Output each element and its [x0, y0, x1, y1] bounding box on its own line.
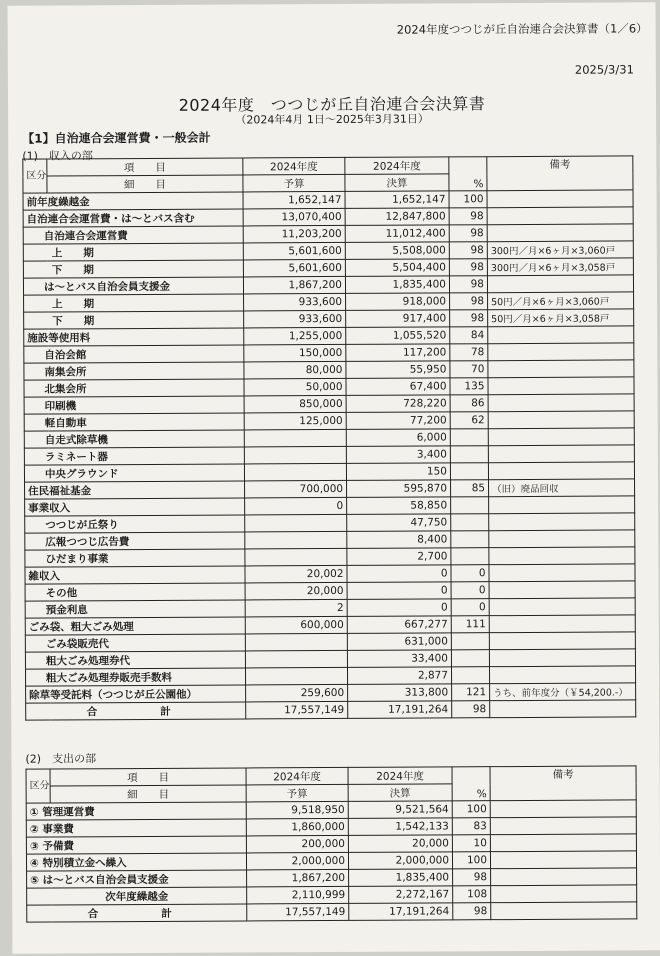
budget-value: 9,518,950 [246, 801, 348, 819]
row-label: 自治会館 [24, 345, 244, 363]
pct-value: 85 [451, 480, 489, 497]
actual-year-header: 2024年度 [345, 157, 449, 175]
actual-value: 0 [347, 599, 451, 617]
pct-value: 10 [452, 835, 490, 852]
row-label: 雑収入 [25, 566, 245, 584]
actual-value: 6,000 [346, 429, 450, 447]
note-value [490, 800, 636, 818]
budget-value: 5,601,600 [243, 259, 345, 277]
row-label: ごみ袋、粗大ごみ処理 [25, 617, 245, 635]
total-pct: 98 [452, 701, 490, 718]
pct-value: 98 [449, 225, 487, 242]
actual-value: 2,272,167 [349, 886, 453, 904]
pct-value: 98 [449, 259, 487, 276]
note-value [488, 428, 634, 446]
note-value [488, 377, 634, 395]
budget-value: 933,600 [244, 293, 346, 311]
note-value [489, 564, 635, 582]
pct-value: 98 [450, 293, 488, 310]
pct-value: 84 [450, 327, 488, 344]
actual-value: 47,750 [347, 514, 451, 532]
actual-value: 918,000 [346, 293, 450, 311]
note-value [491, 885, 637, 903]
pct-header: % [452, 767, 490, 801]
budget-value [245, 548, 347, 566]
actual-header: 決算 [345, 174, 449, 192]
actual-value: 117,200 [346, 344, 450, 362]
pct-value [451, 497, 489, 514]
actual-value: 12,847,800 [345, 208, 449, 226]
actual-value: 8,400 [347, 531, 451, 549]
row-label: 施設等使用料 [24, 328, 244, 346]
row-label: 粗大ごみ処理券販売手数料 [25, 668, 245, 686]
actual-value: 20,000 [348, 835, 452, 853]
pct-value [451, 548, 489, 565]
note-value [488, 445, 634, 463]
notes-header: 備考 [490, 766, 636, 801]
budget-value [244, 429, 346, 447]
note-value [488, 326, 634, 344]
pct-value: 100 [452, 852, 490, 869]
note-value [487, 190, 633, 208]
actual-value: 1,835,400 [349, 869, 453, 887]
budget-value [245, 667, 347, 685]
pct-value [451, 531, 489, 548]
note-value [489, 598, 635, 616]
note-value: （旧）廃品回収 [489, 479, 635, 497]
pct-value: 62 [450, 412, 488, 429]
row-label: 除草等受託料（つつじが丘公園他） [26, 685, 246, 703]
row-label: ① 管理運営費 [26, 802, 246, 820]
pct-value [451, 633, 489, 650]
running-header: 2024年度つつじが丘自治連合会決算書（1／6） [396, 21, 648, 37]
note-value [487, 207, 633, 225]
row-label: 預金利息 [25, 600, 245, 618]
row-label: ごみ袋販売代 [25, 634, 245, 652]
row-label: 印刷機 [24, 396, 244, 414]
budget-value: 700,000 [245, 480, 347, 498]
document-title: 2024年度 つつじが丘自治連合会決算書 [178, 94, 486, 115]
row-label: 前年度繰越金 [23, 192, 243, 210]
pct-value: 100 [452, 801, 490, 818]
note-value [487, 224, 633, 242]
expense-heading: (2) 支出の部 [25, 752, 97, 766]
total-note [490, 700, 636, 718]
pct-value [451, 514, 489, 531]
actual-value: 0 [347, 565, 451, 583]
actual-value: 2,700 [347, 548, 451, 566]
notes-header: 備考 [487, 156, 633, 191]
budget-header: 予算 [243, 174, 345, 192]
row-label: 広報つつじ広告費 [25, 532, 245, 550]
budget-value [245, 531, 347, 549]
actual-value: 150 [346, 463, 450, 481]
pct-value [451, 650, 489, 667]
actual-value: 2,877 [347, 667, 451, 685]
actual-value: 11,012,400 [345, 225, 449, 243]
total-actual: 17,191,264 [348, 701, 452, 719]
budget-value: 1,255,000 [244, 327, 346, 345]
document-date: 2025/3/31 [574, 62, 634, 77]
total-note [491, 902, 637, 920]
row-label: ラミネート器 [24, 447, 244, 465]
note-value [489, 496, 635, 514]
actual-value: 667,277 [347, 616, 451, 634]
budget-value [245, 633, 347, 651]
row-label: 軽自動車 [24, 413, 244, 431]
pct-header: % [449, 157, 487, 191]
actual-value: 1,835,400 [345, 276, 449, 294]
row-label: つつじが丘祭り [25, 515, 245, 533]
total-row [26, 700, 636, 720]
budget-value: 1,867,200 [243, 276, 345, 294]
actual-year-header: 2024年度 [348, 767, 452, 785]
row-label: 粗大ごみ処理券代 [25, 651, 245, 669]
row-label: ⑤ は～とバス自治会員支援金 [27, 870, 247, 888]
budget-value: 13,070,400 [243, 208, 345, 226]
pct-value: 98 [449, 242, 487, 259]
budget-value: 1,867,200 [247, 869, 349, 887]
pct-value [451, 667, 489, 684]
actual-value: 5,508,000 [345, 242, 449, 260]
budget-value: 2,000,000 [246, 852, 348, 870]
row-label: 自治連合会運営費 [23, 226, 243, 244]
pct-value: 98 [450, 310, 488, 327]
budget-value: 600,000 [245, 616, 347, 634]
row-label: 上 期 [23, 243, 243, 261]
row-label: その他 [25, 583, 245, 601]
actual-value: 3,400 [346, 446, 450, 464]
pct-value: 0 [451, 582, 489, 599]
row-label: 住民福祉基金 [25, 481, 245, 499]
fiscal-period: （2024年4月 1日～2025年3月31日） [235, 112, 429, 127]
note-value [489, 632, 635, 650]
row-label: ひだまり事業 [25, 549, 245, 567]
row-label: は～とバス自治会員支援金 [23, 277, 243, 295]
income-table [22, 155, 636, 720]
row-label: 北集会所 [24, 379, 244, 397]
budget-value [244, 446, 346, 464]
total-label: 合 計 [26, 702, 246, 720]
pct-value: 111 [451, 616, 489, 633]
row-label: 下 期 [23, 260, 243, 278]
row-label: ③ 予備費 [26, 836, 246, 854]
note-value [490, 851, 636, 869]
actual-value: 58,850 [347, 497, 451, 515]
kubun-header: 区分 [23, 159, 47, 193]
note-value [488, 360, 634, 378]
note-value: 300円／月×6ヶ月×3,058戸 [487, 258, 633, 276]
row-label: 自治連合会運営費・は～とバス含む [23, 209, 243, 227]
note-value [487, 275, 633, 293]
note-value [490, 817, 636, 835]
section-heading: 【1】自治連合会運営費・一般会計 [22, 130, 211, 146]
pct-value [450, 429, 488, 446]
budget-value [245, 650, 347, 668]
actual-value: 1,055,520 [346, 327, 450, 345]
actual-value: 55,950 [346, 361, 450, 379]
row-label: 次年度繰越金 [27, 887, 247, 905]
pct-value: 121 [452, 684, 490, 701]
budget-value: 1,652,147 [243, 191, 345, 209]
detail-header: 細 目 [47, 175, 243, 193]
budget-value: 259,600 [246, 684, 348, 702]
pct-value: 0 [451, 565, 489, 582]
budget-value: 20,000 [245, 582, 347, 600]
row-label: 南集会所 [24, 362, 244, 380]
total-label: 合 計 [27, 904, 247, 922]
expense-header-row-1 [26, 766, 636, 786]
total-row [27, 902, 637, 922]
note-value [489, 649, 635, 667]
total-budget: 17,557,149 [246, 701, 348, 719]
note-value [489, 581, 635, 599]
actual-value: 33,400 [347, 650, 451, 668]
budget-value: 150,000 [244, 344, 346, 362]
actual-value: 1,652,147 [345, 191, 449, 209]
item-header: 項 目 [50, 768, 246, 786]
note-value [489, 513, 635, 531]
budget-value: 50,000 [244, 378, 346, 396]
budget-value: 5,601,600 [243, 242, 345, 260]
budget-value: 125,000 [244, 412, 346, 430]
pct-value: 0 [451, 599, 489, 616]
pct-value: 78 [450, 344, 488, 361]
actual-value: 728,220 [346, 395, 450, 413]
row-label: 上 期 [24, 294, 244, 312]
note-value: うち、前年度分（￥54,200.-） [490, 683, 636, 701]
budget-value: 2,110,999 [247, 886, 349, 904]
note-value [488, 411, 634, 429]
actual-value: 1,542,133 [348, 818, 452, 836]
actual-value: 917,400 [346, 310, 450, 328]
document-page [8, 2, 660, 953]
item-header: 項 目 [47, 158, 243, 176]
budget-value: 11,203,200 [243, 225, 345, 243]
actual-value: 595,870 [347, 480, 451, 498]
budget-value: 20,002 [245, 565, 347, 583]
actual-value: 631,000 [347, 633, 451, 651]
actual-value: 67,400 [346, 378, 450, 396]
actual-header: 決算 [348, 784, 452, 802]
note-value [491, 868, 637, 886]
note-value [489, 547, 635, 565]
total-pct: 98 [453, 903, 491, 920]
note-value: 50円／月×6ヶ月×3,058戸 [488, 309, 634, 327]
income-header-row-1 [23, 156, 633, 176]
note-value [489, 530, 635, 548]
budget-value [245, 514, 347, 532]
budget-value [244, 463, 346, 481]
pct-value: 100 [449, 191, 487, 208]
budget-value: 2 [245, 599, 347, 617]
budget-value: 80,000 [244, 361, 346, 379]
actual-value: 2,000,000 [348, 852, 452, 870]
pct-value: 98 [449, 208, 487, 225]
pct-value [450, 463, 488, 480]
budget-value: 0 [245, 497, 347, 515]
note-value [488, 394, 634, 412]
row-label: 事業収入 [25, 498, 245, 516]
row-label: ② 事業費 [26, 819, 246, 837]
budget-value: 200,000 [246, 835, 348, 853]
actual-value: 313,800 [348, 684, 452, 702]
pct-value: 108 [453, 886, 491, 903]
pct-value [450, 446, 488, 463]
budget-value: 850,000 [244, 395, 346, 413]
kubun-header: 区分 [26, 769, 50, 803]
expense-table [26, 765, 638, 922]
pct-value: 70 [450, 361, 488, 378]
note-value: 300円／月×6ヶ月×3,060戸 [487, 241, 633, 259]
row-label: 自走式除草機 [24, 430, 244, 448]
actual-value: 9,521,564 [348, 801, 452, 819]
pct-value: 83 [452, 818, 490, 835]
income-heading: (1) 収入の部 [22, 149, 93, 163]
pct-value: 135 [450, 378, 488, 395]
total-actual: 17,191,264 [349, 903, 453, 921]
budget-year-header: 2024年度 [246, 767, 348, 785]
pct-value: 98 [449, 276, 487, 293]
pct-value: 86 [450, 395, 488, 412]
budget-header: 予算 [246, 784, 348, 802]
actual-value: 5,504,400 [345, 259, 449, 277]
note-value [489, 615, 635, 633]
note-value [488, 462, 634, 480]
pct-value: 98 [453, 869, 491, 886]
actual-value: 0 [347, 582, 451, 600]
total-budget: 17,557,149 [247, 903, 349, 921]
budget-value: 1,860,000 [246, 818, 348, 836]
row-label: 下 期 [24, 311, 244, 329]
detail-header: 細 目 [50, 785, 246, 803]
budget-year-header: 2024年度 [243, 157, 345, 175]
actual-value: 77,200 [346, 412, 450, 430]
budget-value: 933,600 [244, 310, 346, 328]
note-value: 50円／月×6ヶ月×3,060戸 [488, 292, 634, 310]
row-label: 中央グラウンド [24, 464, 244, 482]
note-value [489, 666, 635, 684]
note-value [488, 343, 634, 361]
note-value [490, 834, 636, 852]
row-label: ④ 特別積立金へ繰入 [26, 853, 246, 871]
